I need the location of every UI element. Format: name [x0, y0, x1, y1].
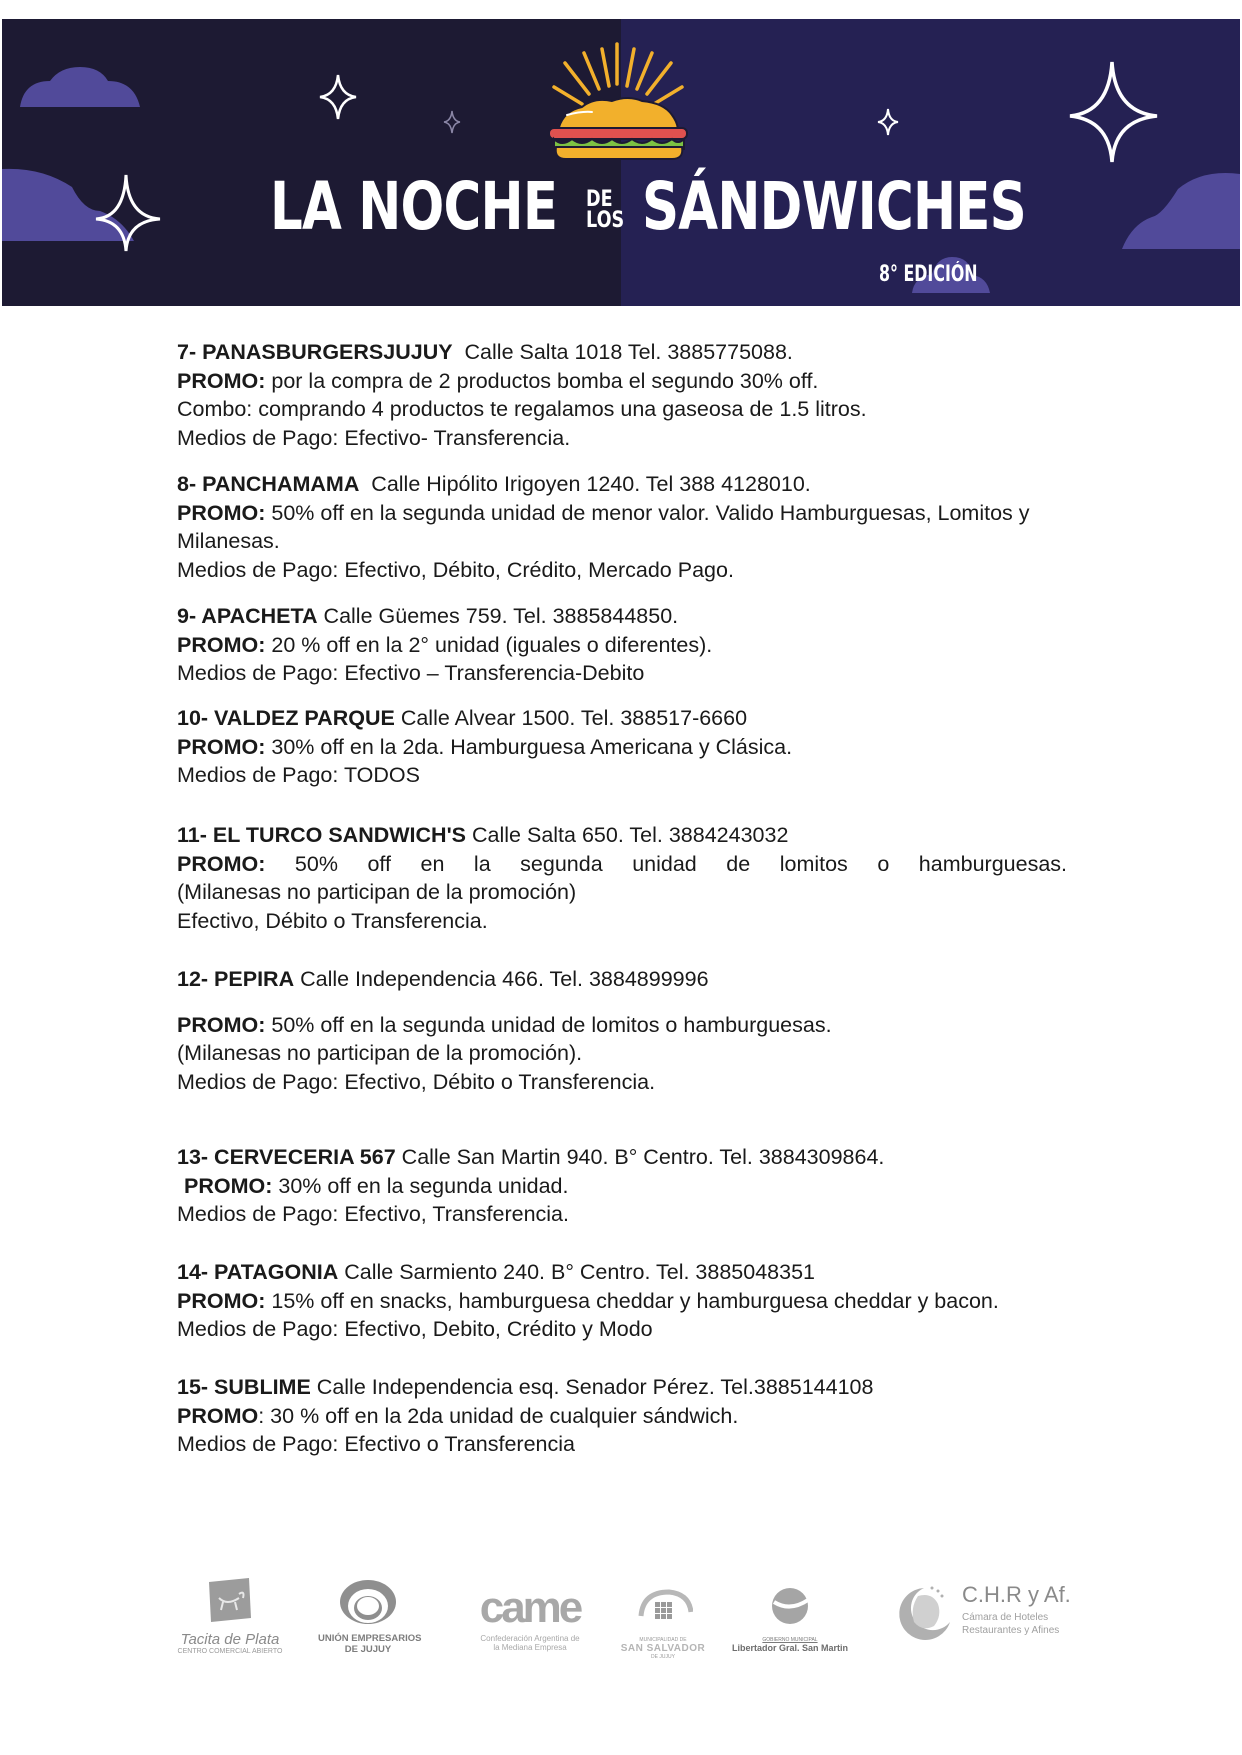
entry-header [177, 1258, 1067, 1287]
logo-came [465, 1583, 595, 1652]
municipalidad-icon [633, 1588, 693, 1632]
entry-name: 12- PEPIRA [177, 967, 295, 991]
entry-name: 15- SUBLIME [177, 1375, 311, 1399]
logo-subtitle: Restaurantes y Afines [962, 1625, 1060, 1636]
promo-label: PROMO: [184, 1173, 273, 1198]
logo-title: Tacita de Plata [180, 1631, 280, 1648]
logo-libertador-san-martin [730, 1586, 850, 1653]
entry-header [177, 470, 1067, 499]
title-la-noche: LA NOCHE [270, 168, 558, 245]
logo-subtitle: CENTRO COMERCIAL ABIERTO [177, 1648, 283, 1655]
restaurant-entry [177, 704, 1067, 790]
logo-title: C.H.R y Af. [962, 1582, 1071, 1607]
entry-payment: Medios de Pago: Efectivo o Transferencia [177, 1432, 575, 1457]
restaurant-entry [177, 602, 1067, 688]
entry-address: Calle Sarmiento 240. B° Centro. Tel. 3885048351 [344, 1260, 816, 1284]
event-banner [2, 19, 1240, 306]
logo-chr-y-af [892, 1582, 1092, 1650]
title-sandwiches: SÁNDWICHES [642, 168, 1026, 245]
entry-address: Calle San Martin 940. B° Centro. Tel. 3884309864. [401, 1145, 885, 1169]
entry-promo [177, 850, 1067, 879]
entry-name: 8- PANCHAMAMA [177, 472, 360, 496]
entry-promo [177, 1172, 1067, 1201]
restaurant-entry [177, 965, 1067, 1096]
title-de: DE [586, 187, 613, 212]
entry-promo [177, 1402, 1067, 1431]
promo-text: por la compra de 2 productos bomba el segundo 30% off. [271, 368, 819, 393]
entry-address: Calle Independencia 466. Tel. 3884899996 [300, 967, 709, 991]
sponsor-logos [0, 1560, 1242, 1690]
promo-label: PROMO [177, 1403, 259, 1428]
promo-text: 15% off en snacks, hamburguesa cheddar y hamburguesa cheddar y bacon. Medios de Pago: Efectivo, Debito, Crédito y Modo [177, 1288, 999, 1342]
chr-globe-icon [892, 1582, 956, 1646]
entry-header [177, 821, 1067, 850]
entry-address: Calle Alvear 1500. Tel. 388517-6660 [400, 706, 748, 730]
entry-header [177, 602, 1067, 631]
entry-payment: Medios de Pago: Efectivo, Débito o Transferencia. [177, 1069, 656, 1094]
entry-payment: Efectivo, Débito o Transferencia. [177, 908, 488, 933]
restaurant-entry [177, 1258, 1067, 1344]
entry-name: 9- APACHETA [177, 604, 318, 628]
restaurant-entry [177, 338, 1067, 452]
promo-label: PROMO: [177, 734, 266, 759]
title-los: LOS [586, 208, 625, 233]
restaurant-entry [177, 1373, 1067, 1459]
entry-header [177, 1373, 1067, 1402]
promo-label: PROMO: [177, 500, 266, 525]
entry-promo [177, 367, 1067, 396]
logo-tacita-de-plata [175, 1576, 285, 1655]
entry-address: Calle Independencia esq. Senador Pérez. Tel.3885144108 [316, 1375, 874, 1399]
entry-payment: Medios de Pago: TODOS [177, 763, 420, 788]
came-wordmark: came [479, 1583, 581, 1632]
logo-title: Confederación Argentina de [480, 1634, 580, 1643]
entry-extra: (Milanesas no participan de la promoción) [177, 880, 577, 905]
promo-text: 30% off en la 2da. Hamburguesa Americana y Clásica. [271, 734, 793, 759]
entry-promo [177, 499, 1057, 556]
entry-address: Calle Salta 650. Tel. 3884243032 [472, 823, 789, 847]
entry-payment: Medios de Pago: Efectivo – Transferencia-Debito [177, 661, 645, 686]
tacita-icon [205, 1576, 255, 1624]
entry-address: Calle Güemes 759. Tel. 3885844850. [323, 604, 679, 628]
entry-promo [177, 1011, 1067, 1040]
promo-text: 30% off en la segunda unidad. [278, 1173, 569, 1198]
promo-text: : 30 % off en la 2da unidad de cualquier sándwich. [258, 1403, 739, 1428]
entry-name: 10- VALDEZ PARQUE [177, 706, 395, 730]
promo-label: PROMO: [177, 1288, 266, 1313]
edition-label: 8° EDICIÓN [879, 262, 978, 287]
logo-municipalidad-san-salvador [618, 1588, 708, 1660]
restaurant-entry [177, 821, 1067, 935]
logo-subtitle: Cámara de Hoteles [962, 1612, 1049, 1623]
logo-subtitle: DE JUJUY [651, 1654, 675, 1660]
promo-text: 50% off en la segunda unidad de lomitos o hamburguesas. [294, 851, 1068, 876]
entry-name: 13- CERVECERIA 567 [177, 1145, 396, 1169]
promo-label: PROMO: [177, 851, 266, 876]
promo-text: 20 % off en la 2° unidad (iguales o diferentes). [271, 632, 713, 657]
entry-payment: Medios de Pago: Efectivo, Débito, Crédito, Mercado Pago. [177, 557, 734, 582]
logo-top: MUNICIPALIDAD DE [639, 1637, 687, 1643]
logo-top: GOBIERNO MUNICIPAL [762, 1637, 818, 1643]
entry-address: Calle Salta 1018 Tel. 3885775088. [464, 340, 793, 364]
entry-extra: Combo: comprando 4 productos te regalamos una gaseosa de 1.5 litros. [177, 397, 867, 422]
logo-subtitle: DE JUJUY [344, 1644, 392, 1655]
entry-promo [177, 1287, 1057, 1344]
logo-title: SAN SALVADOR [620, 1643, 706, 1654]
entry-promo [177, 631, 1067, 660]
logo-title: UNIÓN EMPRESARIOS [318, 1633, 422, 1644]
logo-subtitle: la Mediana Empresa [493, 1643, 567, 1652]
promo-label: PROMO: [177, 1012, 266, 1037]
entry-extra: (Milanesas no participan de la promoción). [177, 1041, 583, 1066]
union-empresarios-icon [338, 1580, 398, 1628]
promo-label: PROMO: [177, 632, 266, 657]
promo-text: 50% off en la segunda unidad de lomitos o hamburguesas. [271, 1012, 832, 1037]
logo-union-empresarios [318, 1580, 422, 1655]
restaurant-entry [177, 1143, 1067, 1229]
entry-header [177, 338, 1067, 367]
entry-address: Calle Hipólito Irigoyen 1240. Tel 388 4128010. [371, 472, 811, 496]
restaurant-entry [177, 470, 1067, 584]
entry-header [177, 965, 1067, 994]
entry-payment: Medios de Pago: Efectivo- Transferencia. [177, 425, 571, 450]
entry-name: 7- PANASBURGERSJUJUY [177, 340, 453, 364]
promo-text: 50% off en la segunda unidad de menor valor. Valido Hamburguesas, Lomitos y Milanesas. [177, 500, 1030, 554]
logo-title: Libertador Gral. San Martin [731, 1643, 849, 1653]
promo-label: PROMO: [177, 368, 266, 393]
entry-header [177, 1143, 1067, 1172]
entry-name: 11- EL TURCO SANDWICH'S [177, 823, 467, 847]
entry-payment: Medios de Pago: Efectivo, Transferencia. [177, 1202, 569, 1227]
entry-name: 14- PATAGONIA [177, 1260, 339, 1284]
libertador-icon [770, 1586, 810, 1626]
title-de-los [586, 189, 624, 231]
entry-header [177, 704, 1067, 733]
event-title [2, 19, 1240, 306]
entry-promo [177, 733, 1067, 762]
